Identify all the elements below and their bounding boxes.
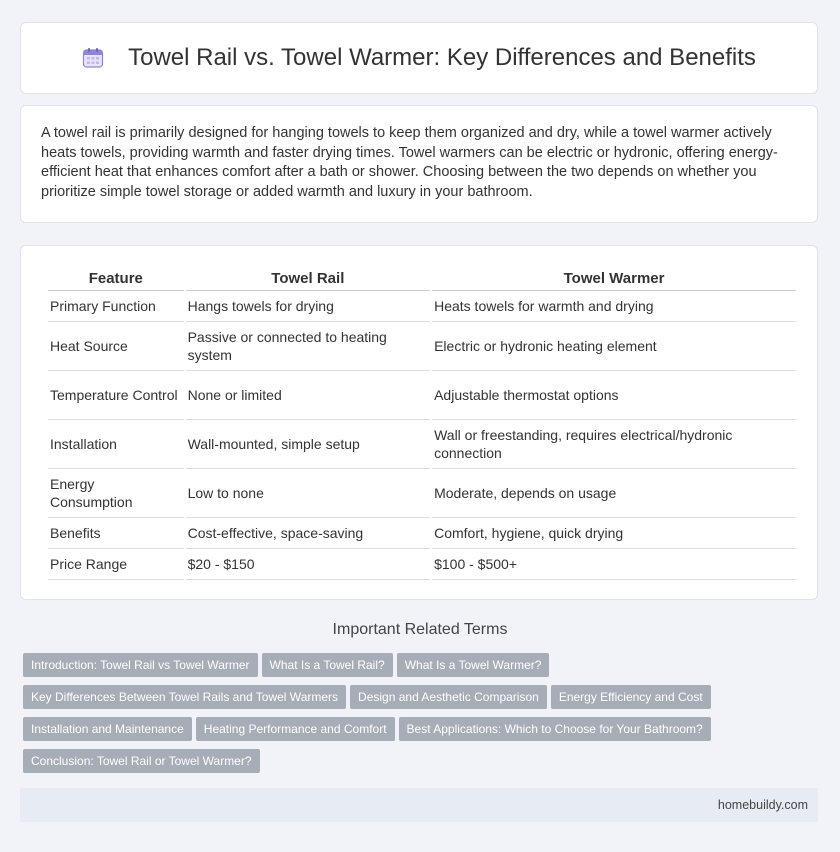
towel-warmer-cell: $100 - $500+: [432, 549, 796, 580]
related-tag[interactable]: Key Differences Between Towel Rails and Towel Warmers: [23, 685, 346, 709]
header-towel-rail: Towel Rail: [186, 264, 431, 291]
towel-warmer-cell: Electric or hydronic heating element: [432, 322, 796, 371]
title-card: [20, 22, 818, 94]
table-row: [48, 518, 796, 549]
intro-paragraph: A towel rail is primarily designed for hanging towels to keep them organized and dry, while a towel warmer actively heats towels, providing warmth and faster drying times. Towel warmers can be electric or hydronic, offering energy-efficient heat that enhances comfort after a bath or shower. Choosing between the two depends on whether you prioritize simple towel storage or added warmth and luxury in your bathroom.: [41, 125, 778, 200]
footer: [20, 788, 818, 822]
footer-site-name[interactable]: homebuildy.com: [717, 798, 808, 812]
page-title: [82, 44, 756, 72]
related-tag[interactable]: Introduction: Towel Rail vs Towel Warmer: [23, 653, 258, 677]
feature-cell: Installation: [48, 420, 184, 469]
towel-warmer-cell: Heats towels for warmth and drying: [432, 291, 796, 322]
feature-cell: Temperature Control: [48, 371, 184, 420]
page-title-text: Towel Rail vs. Towel Warmer: Key Differences and Benefits: [128, 44, 756, 71]
towel-warmer-cell: Wall or freestanding, requires electrical/hydronic connection: [432, 420, 796, 469]
towel-warmer-cell: Adjustable thermostat options: [432, 371, 796, 420]
towel-rail-cell: Low to none: [186, 469, 431, 518]
towel-rail-cell: Passive or connected to heating system: [186, 322, 431, 371]
feature-cell: Primary Function: [48, 291, 184, 322]
intro-card: [20, 105, 818, 223]
table-row: [48, 371, 796, 420]
related-terms-tags: [23, 653, 823, 781]
comparison-table-card: [20, 245, 818, 600]
comparison-table: [46, 264, 798, 580]
towel-warmer-cell: Comfort, hygiene, quick drying: [432, 518, 796, 549]
related-tag[interactable]: What Is a Towel Rail?: [262, 653, 393, 677]
table-row: [48, 322, 796, 371]
towel-warmer-cell: Moderate, depends on usage: [432, 469, 796, 518]
table-row: [48, 420, 796, 469]
related-tag[interactable]: Best Applications: Which to Choose for Your Bathroom?: [399, 717, 711, 741]
towel-rail-cell: None or limited: [186, 371, 431, 420]
table-row: [48, 549, 796, 580]
header-feature: Feature: [48, 264, 184, 291]
related-tag[interactable]: Installation and Maintenance: [23, 717, 192, 741]
header-towel-warmer: Towel Warmer: [432, 264, 796, 291]
table-header-row: [48, 264, 796, 291]
related-terms-title: Important Related Terms: [332, 621, 508, 638]
related-tag[interactable]: Conclusion: Towel Rail or Towel Warmer?: [23, 749, 260, 773]
table-row: [48, 469, 796, 518]
towel-rail-cell: Wall-mounted, simple setup: [186, 420, 431, 469]
feature-cell: Benefits: [48, 518, 184, 549]
feature-cell: Price Range: [48, 549, 184, 580]
towel-rail-cell: Hangs towels for drying: [186, 291, 431, 322]
related-tag[interactable]: Design and Aesthetic Comparison: [350, 685, 547, 709]
related-tag[interactable]: Heating Performance and Comfort: [196, 717, 395, 741]
related-tag[interactable]: What Is a Towel Warmer?: [397, 653, 550, 677]
feature-cell: Energy Consumption: [48, 469, 184, 518]
towel-rail-cell: $20 - $150: [186, 549, 431, 580]
table-row: [48, 291, 796, 322]
calendar-icon: [82, 47, 104, 69]
feature-cell: Heat Source: [48, 322, 184, 371]
related-tag[interactable]: Energy Efficiency and Cost: [551, 685, 711, 709]
towel-rail-cell: Cost-effective, space-saving: [186, 518, 431, 549]
